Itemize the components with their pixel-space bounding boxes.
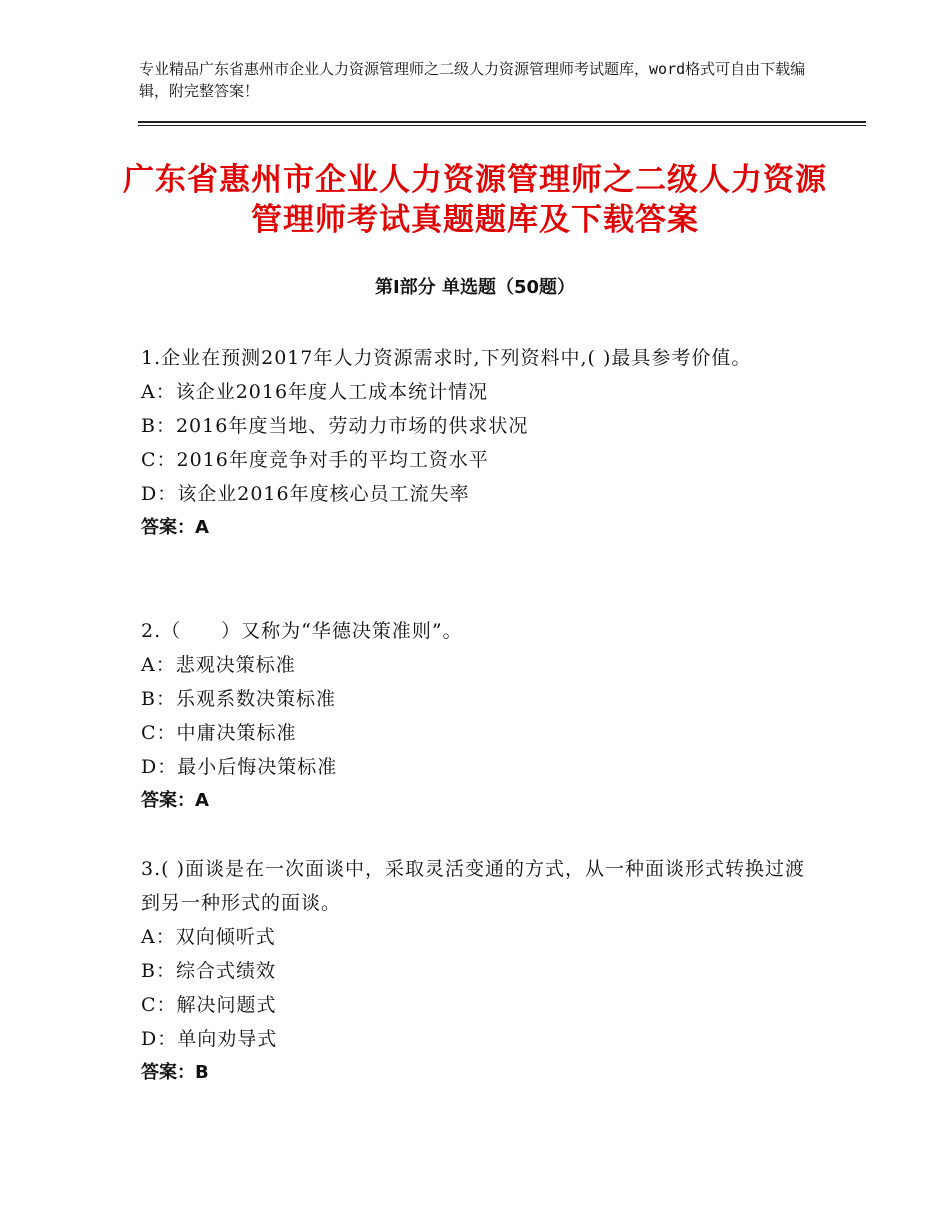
header-divider-thick <box>138 121 866 123</box>
header-note: 专业精品广东省惠州市企业人力资源管理师之二级人力资源管理师考试题库，word格式可自由下载编辑，附完整答案！ <box>139 60 806 100</box>
option-c: C：中庸决策标准 <box>141 722 297 744</box>
option-c: C：解决问题式 <box>141 994 277 1016</box>
option-a: A：该企业2016年度人工成本统计情况 <box>141 381 489 403</box>
option-b: B：乐观系数决策标准 <box>141 688 336 710</box>
question-text: 1.企业在预测2017年人力资源需求时,下列资料中,( )最具参考价值。 <box>141 347 752 369</box>
question-1 <box>141 341 821 545</box>
answer: 答案：B <box>141 1062 209 1083</box>
question-2 <box>141 614 821 818</box>
option-a: A：悲观决策标准 <box>141 654 296 676</box>
question-text: 2.（ ）又称为“华德决策准则”。 <box>141 620 463 642</box>
header-divider-thin <box>138 125 866 126</box>
option-b: B：综合式绩效 <box>141 960 276 982</box>
option-b: B：2016年度当地、劳动力市场的供求状况 <box>141 415 529 437</box>
question-text: 3.( )面谈是在一次面谈中，采取灵活变通的方式，从一种面谈形式转换过渡到另一种形式的面谈。 <box>141 858 805 914</box>
answer: 答案：A <box>141 790 209 811</box>
answer: 答案：A <box>141 517 209 538</box>
document-title: 广东省惠州市企业人力资源管理师之二级人力资源管理师考试真题题库及下载答案 <box>123 162 827 238</box>
option-a: A：双向倾听式 <box>141 926 276 948</box>
section-heading: 第Ⅰ部分 单选题（50题） <box>374 277 575 298</box>
question-3 <box>141 852 821 1090</box>
option-d: D：最小后悔决策标准 <box>141 756 338 778</box>
option-d: D：单向劝导式 <box>141 1028 278 1050</box>
option-c: C：2016年度竞争对手的平均工资水平 <box>141 449 489 471</box>
option-d: D：该企业2016年度核心员工流失率 <box>141 483 470 505</box>
